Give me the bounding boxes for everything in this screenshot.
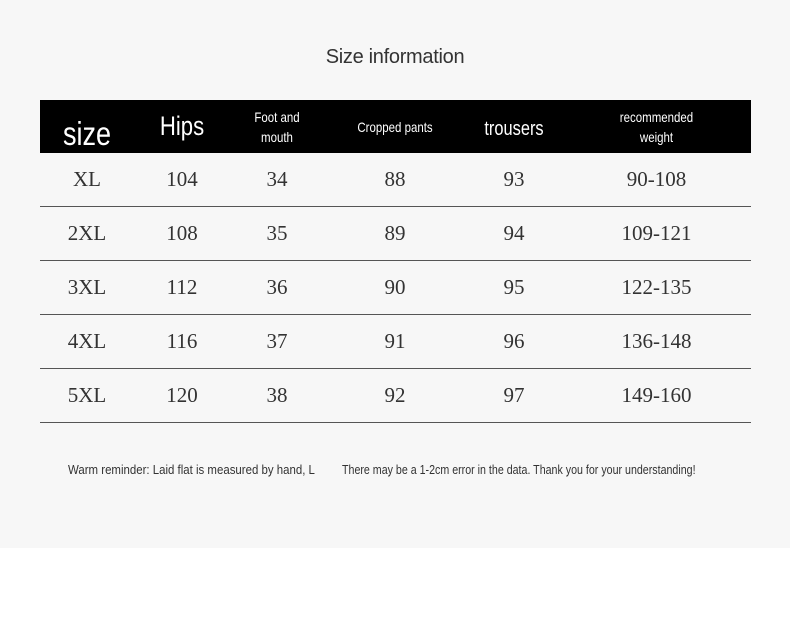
cell-cropped: 90 [384, 275, 406, 299]
error-disclaimer-note: There may be a 1-2cm error in the data. Thank you for your understanding! [342, 462, 696, 477]
table-header [40, 100, 751, 153]
table-row [40, 261, 751, 315]
cell-weight: 90-108 [626, 167, 687, 191]
cell-foot: 35 [266, 221, 288, 245]
cell-trousers: 97 [503, 383, 525, 407]
cell-size: XL [73, 167, 101, 191]
warm-reminder-note: Warm reminder: Laid flat is measured by hand, L [68, 462, 315, 477]
table-row [40, 153, 751, 207]
cell-trousers: 96 [503, 329, 525, 353]
cell-size: 2XL [67, 221, 107, 245]
page-title: Size information [325, 46, 465, 68]
cell-cropped: 91 [384, 329, 406, 353]
cell-foot: 36 [266, 275, 288, 299]
header-foot-mouth [238, 107, 315, 147]
cell-cropped: 92 [384, 383, 406, 407]
cell-hips: 112 [166, 275, 198, 299]
cell-cropped: 89 [384, 221, 406, 245]
header-cropped-pants: Cropped pants [357, 118, 433, 135]
cell-hips: 104 [166, 167, 198, 191]
cell-size: 5XL [67, 383, 107, 407]
cell-trousers: 93 [503, 167, 525, 191]
table-row [40, 207, 751, 261]
header-size: size [62, 114, 112, 152]
cell-hips: 120 [166, 383, 198, 407]
cell-size: 3XL [67, 275, 107, 299]
header-foot-line1: Foot and [254, 108, 300, 125]
header-weight-line2: weight [639, 128, 674, 145]
cell-foot: 37 [266, 329, 288, 353]
cell-trousers: 94 [503, 221, 525, 245]
cell-trousers: 95 [503, 275, 525, 299]
cell-hips: 108 [166, 221, 198, 245]
header-trousers: trousers [484, 118, 544, 140]
cell-foot: 38 [266, 383, 288, 407]
table-row [40, 369, 751, 423]
cell-cropped: 88 [384, 167, 406, 191]
header-foot-line2: mouth [261, 128, 293, 145]
header-hips: Hips [159, 111, 205, 141]
cell-weight: 149-160 [621, 383, 692, 407]
cell-weight: 136-148 [621, 329, 692, 353]
cell-size: 4XL [67, 329, 107, 353]
cell-hips: 116 [166, 329, 198, 353]
cell-foot: 34 [266, 167, 288, 191]
header-weight-line1: recommended [619, 108, 694, 125]
size-table [40, 100, 751, 423]
table-row [40, 315, 751, 369]
header-recommended-weight [579, 107, 734, 147]
cell-weight: 109-121 [621, 221, 692, 245]
cell-weight: 122-135 [621, 275, 692, 299]
